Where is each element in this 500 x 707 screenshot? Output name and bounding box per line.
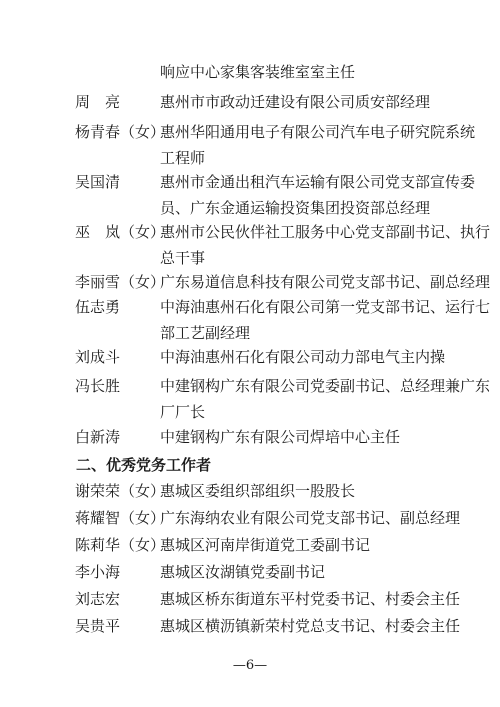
person-title-line: 广东易道信息科技有限公司党支部书记、副总经理 — [160, 273, 491, 291]
person-name: 李小海 — [75, 563, 121, 581]
person-title-line: 惠州华阳通用电子有限公司汽车电子研究院系统 — [160, 123, 476, 141]
person-title-line: 惠城区桥东街道东平村党委书记、村委会主任 — [160, 590, 461, 608]
page-number: —6— — [232, 658, 268, 673]
person-name: 陈莉华（女） — [75, 536, 166, 554]
person-title-line: 惠城区汝湖镇党委副书记 — [160, 563, 326, 581]
person-title-line: 员、广东金通运输投资集团投资部总经理 — [160, 199, 431, 217]
person-title-line: 中建钢构广东有限公司焊培中心主任 — [160, 428, 401, 446]
person-title-line: 厂厂长 — [160, 403, 206, 421]
person-name: 杨青春（女） — [75, 123, 166, 141]
person-title-line: 惠州市公民伙伴社工服务中心党支部副书记、执行 — [160, 223, 491, 241]
person-title-line: 中海油惠州石化有限公司第一党支部书记、运行七 — [160, 298, 491, 316]
person-name: 谢荣荣（女） — [75, 482, 166, 500]
person-title-line: 部工艺副经理 — [160, 324, 251, 342]
person-name: 吴国清 — [75, 173, 121, 191]
person-name: 冯长胜 — [75, 377, 121, 395]
person-title-line: 中海油惠州石化有限公司动力部电气主内操 — [160, 348, 446, 366]
person-name: 白新涛 — [75, 428, 121, 446]
person-name: 刘志宏 — [75, 590, 121, 608]
person-title-line: 广东海纳农业有限公司党支部书记、副总经理 — [160, 509, 461, 527]
person-title-line: 惠州市金通出租汽车运输有限公司党支部宣传委 — [160, 173, 476, 191]
person-name: 蒋耀智（女） — [75, 509, 166, 527]
person-title-line: 惠州市市政动迁建设有限公司质安部经理 — [160, 93, 431, 111]
person-name: 伍志勇 — [75, 298, 121, 316]
person-title-line: 工程师 — [160, 149, 206, 167]
person-title-line: 惠城区河南岸街道党工委副书记 — [160, 536, 371, 554]
person-title-line: 惠城区委组织部组织一股股长 — [160, 482, 356, 500]
section-heading: 二、优秀党务工作者 — [76, 456, 212, 474]
person-name: 巫 岚（女） — [75, 223, 166, 241]
person-title-line: 总干事 — [160, 249, 206, 267]
person-name: 周 亮 — [75, 93, 121, 111]
continuation-line: 响应中心家集客装维室室主任 — [160, 63, 356, 81]
person-name: 吴贵平 — [75, 617, 121, 635]
person-title-line: 惠城区横沥镇新荣村党总支书记、村委会主任 — [160, 617, 461, 635]
person-name: 李丽雪（女） — [75, 273, 166, 291]
person-title-line: 中建钢构广东有限公司党委副书记、总经理兼广东 — [160, 377, 491, 395]
person-name: 刘成斗 — [75, 348, 121, 366]
